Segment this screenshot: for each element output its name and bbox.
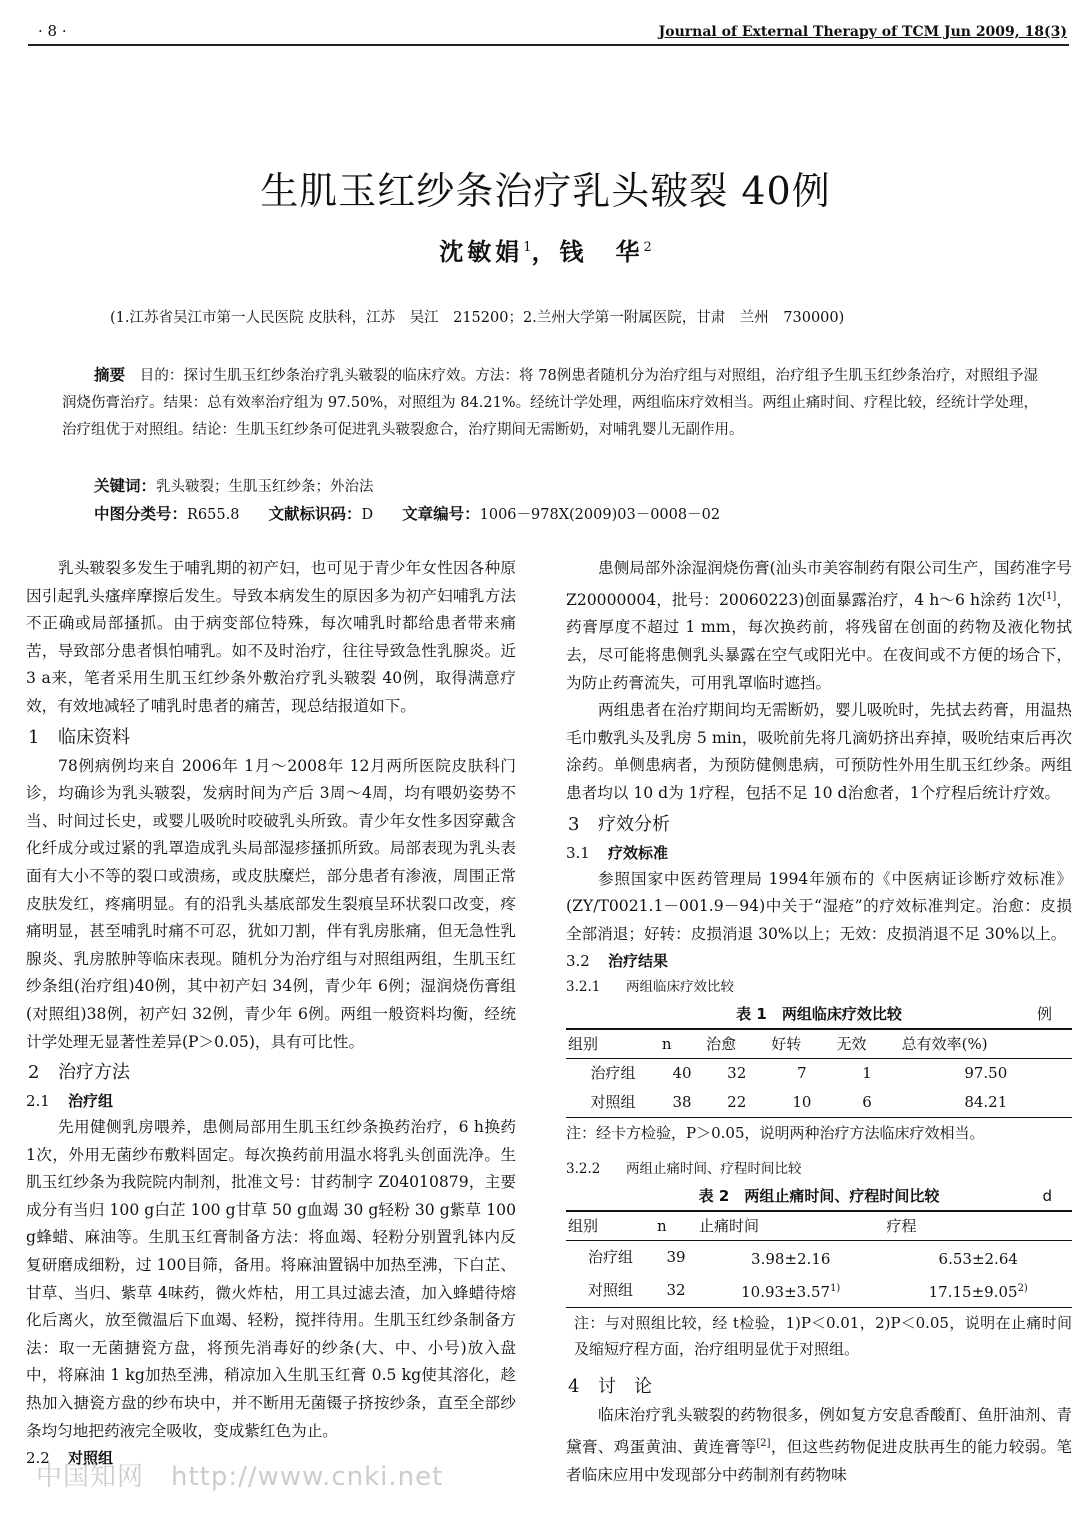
- table-2-header: 组别: [566, 1211, 655, 1241]
- table-cell: 84.21: [964, 1093, 1008, 1112]
- citation-1: [1]: [1042, 590, 1057, 602]
- header-rule: [28, 44, 1069, 46]
- table-2-note: 注：与对照组比较，经 t检验，1)P＜0.01，2)P＜0.05，说明在止痛时间及缩短疗程方面，治疗组明显优于对照组。: [574, 1314, 1072, 1359]
- citation-2: [2]: [756, 1437, 771, 1449]
- abstract-text: 目的：探讨生肌玉红纱条治疗乳头皲裂的临床疗效。方法：将 78例患者随机分为治疗组与对照组，治疗组予生肌玉红纱条治疗，对照组予湿润烧伤膏治疗。结果：总有效率治疗组为 97.50%，对照组为 84.21%。经统计学处理，两组临床疗效相当。两组止痛时间、疗程比较，经统计学处理，治疗组优于对照组。结论：生肌玉红纱条可促进乳头皲裂愈合，治疗期间无需断奶，对哺乳婴儿无副作用。: [62, 368, 1038, 438]
- table-cell: 97.50: [964, 1064, 1008, 1083]
- section-3-2-2-number: 3.2.2: [566, 1161, 601, 1178]
- pain-mark: 1): [830, 1283, 841, 1295]
- table-cell: 对照组: [590, 1093, 636, 1112]
- article-title: 生肌玉红纱条治疗乳头皲裂 40例: [260, 169, 831, 213]
- clc-label: 中图分类号：: [94, 505, 188, 523]
- section-3-2-2-heading: [566, 1156, 1072, 1182]
- table-cell: 22: [727, 1093, 747, 1112]
- section-2-2-text: 患侧局部外涂湿润烧伤膏(汕头市美容制药有限公司生产，国药准字号 Z20000004，批号：20060223)创面暴露治疗，4 h～6 h涂药 1次: [566, 559, 1072, 609]
- intro-paragraph: 乳头皲裂多发生于哺乳期的初产妇，也可见于青少年女性因各种原因引起乳头瘙痒摩擦后发生。导致本病发生的原因多为初产妇哺乳方法不正确或局部搔抓。由于病变部位特殊，每次哺乳时都给患者带来痛苦，导致部分患者惧怕哺乳。如不及时治疗，往往导致急性乳腺炎。近 3 a来，笔者采用生肌玉红纱条外敷治疗乳头皲裂 40例，取得满意疗效，有效地减轻了哺乳时患者的痛苦，现总结报道如下。: [26, 559, 516, 715]
- table-cell: 32: [666, 1281, 686, 1300]
- table-2-header: n: [655, 1211, 697, 1241]
- table-cell: 治疗组: [590, 1064, 636, 1083]
- table-cell: 40: [672, 1064, 692, 1083]
- course-value: 17.15±9.05: [928, 1283, 1018, 1302]
- section-3-2-1-heading: [566, 974, 1072, 1000]
- table-cell: 6: [862, 1093, 872, 1112]
- table-row: [566, 1088, 1072, 1118]
- section-2-2-title: 对照组: [68, 1449, 114, 1468]
- author-1-affil-mark: 1: [523, 240, 532, 255]
- table-2-title: 表 2 两组止痛时间、疗程时间比较: [698, 1187, 940, 1206]
- table-2-header: 疗程: [884, 1211, 1072, 1241]
- table-2: [566, 1210, 1072, 1308]
- table-1-header: 组别: [566, 1029, 660, 1059]
- section-3-2-1-title: 两组临床疗效比较: [626, 979, 734, 996]
- clc-value: R655.8: [187, 507, 240, 523]
- classification-line: [94, 502, 720, 524]
- article-no-value: 1006－978X(2009)03－0008－02: [479, 507, 721, 523]
- table-cell: 10: [792, 1093, 812, 1112]
- section-2-heading: [26, 1058, 516, 1088]
- section-3-2-heading: [566, 948, 1072, 974]
- section-2-2-number: 2.2: [26, 1449, 50, 1468]
- journal-running-header: Journal of External Therapy of TCM Jun 2009, 18(3): [658, 24, 1067, 40]
- doc-code-label: 文献标识码：: [268, 505, 362, 523]
- author-separator: ，: [531, 237, 560, 266]
- table-cell: 对照组: [588, 1281, 634, 1300]
- table-cell: 32: [727, 1064, 747, 1083]
- section-4-paragraph: [566, 1402, 1072, 1489]
- cnki-watermark: 中国知网 http://www.cnki.net: [36, 1462, 444, 1492]
- table-1-unit: 例: [1036, 1005, 1052, 1024]
- table-2-unit: d: [1042, 1187, 1052, 1206]
- table-row: [566, 1241, 1072, 1275]
- section-4-heading: [566, 1372, 1072, 1402]
- section-3-2-2-title: 两组止痛时间、疗程时间比较: [626, 1161, 802, 1178]
- table-1: [566, 1028, 1072, 1118]
- table-cell: 39: [666, 1248, 686, 1267]
- section-3-2-number: 3.2: [566, 952, 590, 971]
- table-cell: [884, 1241, 1072, 1275]
- table-cell: [697, 1241, 884, 1275]
- section-2-1-number: 2.1: [26, 1092, 50, 1111]
- section-3-2-title: 治疗结果: [608, 952, 669, 971]
- left-column: [26, 555, 516, 1471]
- section-3-heading: [566, 810, 1072, 840]
- pain-value: 3.98±2.16: [751, 1250, 831, 1269]
- table-1-header: n: [660, 1029, 704, 1059]
- right-column: [566, 555, 1072, 1489]
- section-2-common-paragraph: 两组患者在治疗期间均无需断奶，婴儿吸吮时，先拭去药膏，用温热毛巾敷乳头及乳房 5 min，吸吮前先将几滴奶挤出弃掉，吸吮结束后再次涂药。单侧患病者，为预防健侧患病，可预防性外用生肌玉红纱条。两组患者均以 10 d为 1疗程，包括不足 10 d治愈者，1个疗程后统计疗效。: [566, 701, 1072, 802]
- table-row: [566, 1059, 1072, 1089]
- table-cell: [697, 1274, 884, 1308]
- section-3-1-title: 疗效标准: [608, 843, 669, 862]
- section-4-text-cont: ，但这些药物促进皮肤再生的能力较弱。笔者临床应用中发现部分中药制剂有药物味: [566, 1438, 1072, 1484]
- authors: [0, 232, 1091, 267]
- table-2-header: 止痛时间: [697, 1211, 884, 1241]
- section-3-1-number: 3.1: [566, 843, 590, 862]
- section-2-1-heading: [26, 1088, 516, 1114]
- section-3-title: 疗效分析: [598, 813, 670, 835]
- article-no-label: 文章编号：: [402, 505, 480, 523]
- table-1-header: 好转: [769, 1029, 834, 1059]
- section-4-text: 临床治疗乳头皲裂的药物很多，例如复方安息香酸酊、鱼肝油剂、青黛膏、鸡蛋黄油、黄连膏等: [566, 1406, 1072, 1457]
- section-2-2-text-cont: ，药膏厚度不超过 1 mm，每次换药前，将残留在创面的药物及液化物拭去，尽可能将患侧乳头暴露在空气或阳光中。在夜间或不方便的场合下，为防止药膏流失，可用乳罩临时遮挡。: [566, 590, 1072, 692]
- section-3-number: 3: [568, 813, 580, 835]
- table-1-caption: [566, 1000, 1072, 1028]
- table-1-header: 总有效率(%): [900, 1029, 1072, 1059]
- section-1-number: 1: [28, 726, 40, 748]
- affiliations: (1.江苏省吴江市第一人民医院 皮肤科，江苏 吴江 215200；2.兰州大学第一附属医院，甘肃 兰州 730000): [110, 310, 845, 326]
- section-4-title: 讨 论: [598, 1376, 652, 1398]
- author-2: 钱 华: [559, 237, 644, 266]
- course-value: 6.53±2.64: [938, 1250, 1018, 1269]
- page-number: · 8 ·: [38, 22, 67, 40]
- table-cell: 7: [797, 1064, 807, 1083]
- section-2-title: 治疗方法: [58, 1062, 130, 1084]
- keywords-text: 乳头皲裂；生肌玉红纱条；外治法: [156, 479, 374, 495]
- section-3-2-1-number: 3.2.1: [566, 979, 601, 996]
- table-cell: 治疗组: [588, 1248, 634, 1267]
- keywords-label: 关键词：: [94, 477, 157, 495]
- keywords: [94, 474, 374, 496]
- doc-code-value: D: [361, 507, 374, 523]
- table-2-caption: [566, 1182, 1072, 1210]
- section-1-paragraph: 78例病例均来自 2006年 1月～2008年 12月两所医院皮肤科门诊，均确诊为乳头皲裂，发病时间为产后 3周～4周，均有喂奶姿势不当、时间过长史，或婴儿吸吮时咬破乳头所致。青少年女性多因穿戴含化纤成分或过紧的乳罩造成乳头局部湿疹搔抓所致。局部表现为乳头表面有大小不等的裂口或溃疡，或皮肤糜烂，部分患者有渗液，周围正常皮肤发红，疼痛明显。有的沿乳头基底部发生裂痕呈环状裂口改变，疼痛明显，甚至哺乳时痛不可忍，犹如刀割，伴有乳房胀痛，但无急性乳腺炎、乳房脓肿等临床表现。随机分为治疗组与对照组两组，生肌玉红纱条组(治疗组)40例，其中初产妇 34例，青少年 6例；湿润烧伤膏组(对照组)38例，初产妇 32例，青少年 6例。两组一般资料均衡，经统计学处理无显著性差异(P＞0.05)，具有可比性。: [26, 756, 516, 1051]
- abstract-label: 摘要: [94, 366, 126, 384]
- table-1-header: 无效: [834, 1029, 899, 1059]
- table-cell: 1: [862, 1064, 872, 1083]
- section-1-title: 临床资料: [58, 726, 130, 748]
- table-1-note: 注：经卡方检验，P＞0.05，说明两种治疗方法临床疗效相当。: [566, 1124, 985, 1143]
- table-cell: [884, 1274, 1072, 1308]
- table-1-header: 治愈: [704, 1029, 769, 1059]
- section-1-heading: [26, 723, 516, 753]
- section-2-1-paragraph: 先用健侧乳房喂养，患侧局部用生肌玉红纱条换药治疗，6 h换药 1次，外用无菌纱布敷料固定。每次换药前用温水将乳头创面洗净。生肌玉红纱条为我院院内制剂，批准文号：甘药制字 Z04010879，主要成分有当归 100 g白芷 100 g甘草 50 g血竭 30 g轻粉 30 g紫草 100 g蜂蜡、麻油等。生肌玉红膏制备方法：将血竭、轻粉分别置乳钵内反复研磨成细粉，过 100目筛，备用。将麻油置锅中加热至沸，下白芷、甘草、当归、紫草 4味药，微火炸枯，用工具过滤去渣，加入蜂蜡待熔化后离火，放至微温后下血竭、轻粉，搅拌待用。生肌玉红纱条制备方法：取一无菌搪瓷方盘，将预先消毒好的纱条(大、中、小号)放入盘中，将麻油 1 kg加热至沸，稍凉加入生肌玉红膏 0.5 kg使其溶化，趁热加入搪瓷方盘的纱布块中，并不断用无菌镊子挤按纱条，直至全部纱条均匀地把药液完全吸收，变成紫红色为止。: [26, 1118, 516, 1440]
- section-3-1-heading: [566, 840, 1072, 866]
- pain-value: 10.93±3.57: [741, 1283, 831, 1302]
- section-2-number: 2: [28, 1062, 40, 1084]
- table-1-title: 表 1 两组临床疗效比较: [736, 1005, 902, 1024]
- author-2-affil-mark: 2: [643, 240, 652, 255]
- author-1: 沈敏娟: [439, 237, 524, 266]
- section-2-1-title: 治疗组: [68, 1092, 114, 1111]
- section-4-number: 4: [568, 1376, 580, 1398]
- section-3-1-paragraph: 参照国家中医药管理局 1994年颁布的《中医病证诊断疗效标准》(ZY/T0021.1－001.9－94)中关于“湿疮”的疗效标准判定。治愈：皮损全部消退；好转：皮损消退 30%以上；无效：皮损消退不足 30%以上。: [566, 869, 1072, 943]
- section-2-2-paragraph: [566, 555, 1072, 697]
- table-row: [566, 1274, 1072, 1308]
- course-mark: 2): [1017, 1283, 1028, 1295]
- abstract: [62, 362, 1038, 444]
- table-cell: 38: [672, 1093, 692, 1112]
